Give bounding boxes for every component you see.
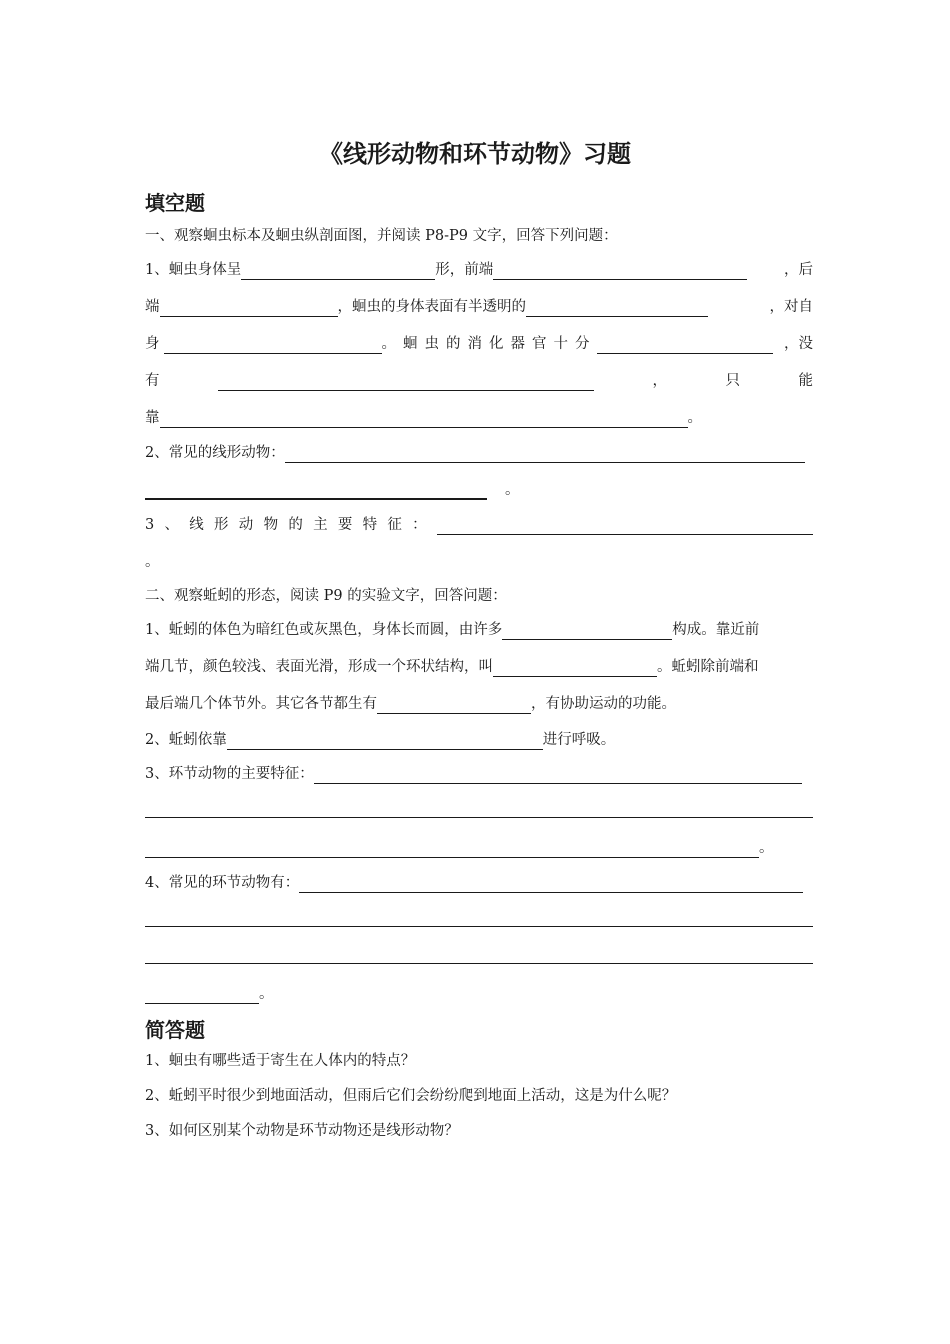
q7-blank-3[interactable]: [145, 962, 813, 964]
q1-line5: 靠 。: [145, 410, 702, 426]
q3-line1: 3 、 线 形 动 物 的 主 要 特 征 ：: [145, 515, 813, 535]
q1-line4: 有 ， 只 能: [145, 373, 813, 389]
q1-blank-back[interactable]: [160, 300, 338, 317]
part1-intro: 一、观察蛔虫标本及蛔虫纵剖面图，并阅读 P8-P9 文字，回答下列问题：: [145, 228, 618, 244]
q7-blank-1[interactable]: [299, 876, 803, 893]
q6-blank-1[interactable]: [314, 767, 802, 784]
q6-blank-3[interactable]: [145, 841, 759, 858]
q4-blank-clitellum[interactable]: [493, 660, 657, 677]
q4-line3: 最后端几个体节外。其它各节都生有 ，有协助运动的功能。: [145, 696, 676, 712]
q1-blank-self[interactable]: [164, 337, 382, 354]
q4-line1: 1、蚯蚓的体色为暗红色或灰黑色，身体长而圆，由许多 构成。靠近前: [145, 622, 760, 638]
section-heading-short-answer: 简答题: [145, 1018, 205, 1042]
page-title: 《线形动物和环节动物》习题: [319, 140, 631, 168]
q2-line1: 2、常见的线形动物：: [145, 443, 813, 463]
q4-line2: 端几节，颜色较浅、表面光滑，形成一个环状结构，叫 。蚯蚓除前端和: [145, 659, 759, 675]
q4-blank-setae[interactable]: [377, 697, 531, 714]
q2-blank-1[interactable]: [285, 446, 805, 463]
section-heading-fill-in: 填空题: [145, 191, 205, 215]
q7-line1: 4、常见的环节动物有：: [145, 873, 813, 893]
short-answer-q2: 2、蚯蚓平时很少到地面活动，但雨后它们会纷纷爬到地面上活动，这是为什么呢？: [145, 1088, 677, 1104]
q5-line: 2、蚯蚓依靠 进行呼吸。: [145, 732, 616, 748]
q4-blank-segments[interactable]: [502, 623, 672, 640]
q2-line2: 。: [145, 480, 813, 500]
q7-blank-2[interactable]: [145, 925, 813, 927]
q7-blank-4[interactable]: [145, 987, 259, 1004]
short-answer-q3: 3、如何区别某个动物是环节动物还是线形动物？: [145, 1123, 459, 1139]
q1-blank-shape[interactable]: [241, 263, 435, 280]
q6-blank-2[interactable]: [145, 816, 813, 818]
q1-line3: 身 。蛔虫的消化器官十分 ，没: [145, 336, 813, 352]
short-answer-q1: 1、蛔虫有哪些适于寄生在人体内的特点？: [145, 1053, 416, 1069]
q6-line3: 。: [145, 838, 813, 858]
q1-blank-without[interactable]: [218, 374, 594, 391]
q1-blank-digestive[interactable]: [597, 337, 773, 354]
q1-blank-rely[interactable]: [160, 411, 688, 428]
q6-line1: 3、环节动物的主要特征：: [145, 764, 813, 784]
q1-blank-surface[interactable]: [526, 300, 708, 317]
q2-blank-2[interactable]: [145, 482, 487, 500]
part2-intro: 二、观察蚯蚓的形态，阅读 P9 的实验文字，回答问题：: [145, 588, 507, 604]
q5-blank-breathing[interactable]: [227, 733, 543, 750]
q1-line2: 端 ，蛔虫的身体表面有半透明的 ，对自: [145, 299, 813, 315]
q1-blank-front[interactable]: [493, 263, 747, 280]
q7-line4: 。: [145, 984, 813, 1004]
q3-blank[interactable]: [437, 518, 813, 535]
q1-line1: 1、蛔虫身体呈 形，前端 ，后: [145, 262, 813, 278]
q3-line2: 。: [145, 554, 160, 570]
